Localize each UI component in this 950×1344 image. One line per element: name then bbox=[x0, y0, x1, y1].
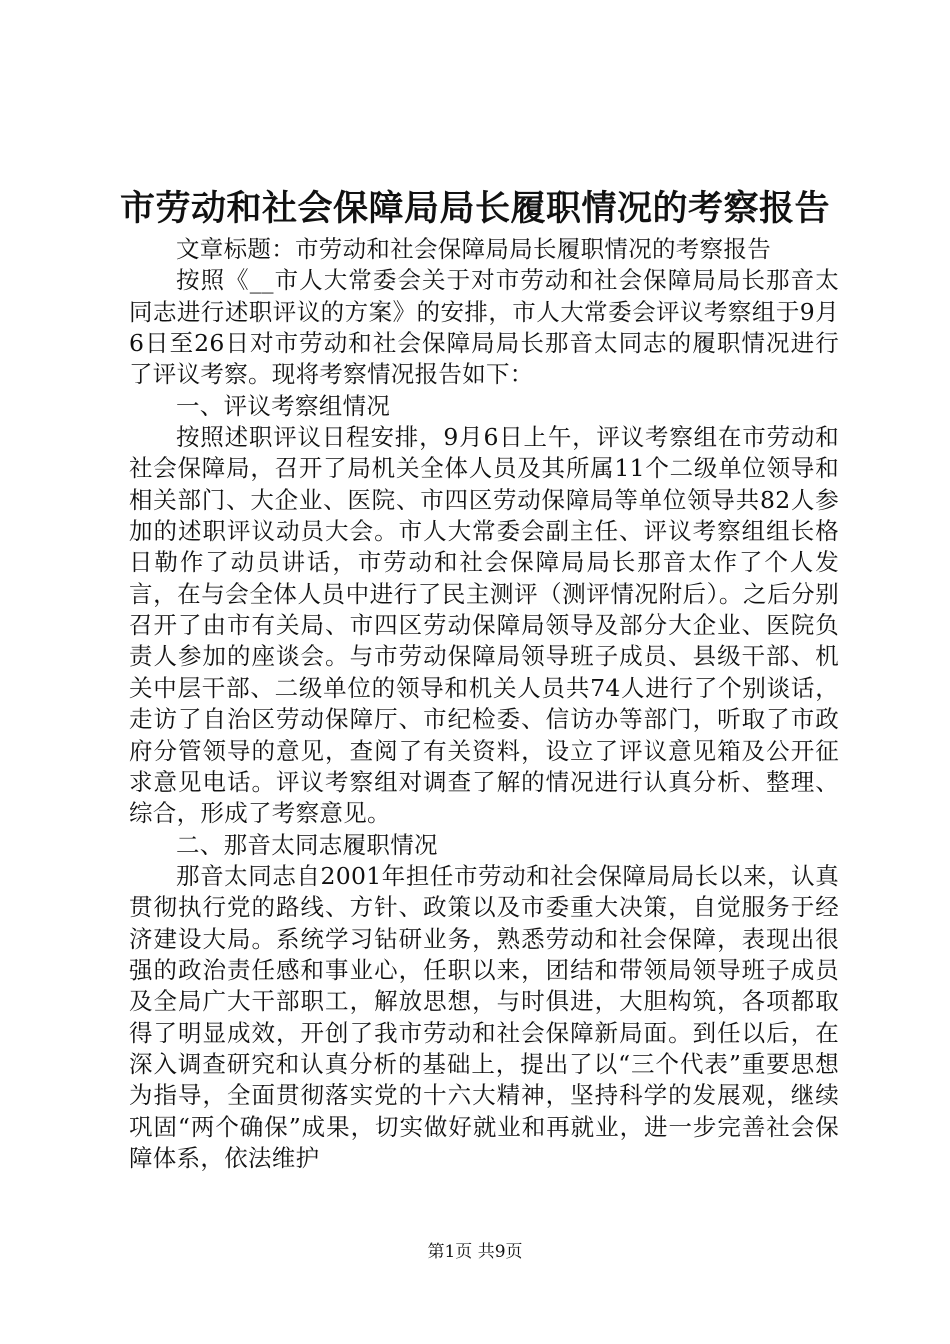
page-number-footer: 第1页 共9页 bbox=[427, 1242, 523, 1262]
section-2-paragraph: 那音太同志自2001年担任市劳动和社会保障局局长以来，认真贯彻执行党的路线、方针、政策以及市委重大决策，自觉服务于经济建设大局。系统学习钻研业务，熟悉劳动和社会保障，表现出很强的政治责任感和事业心，任职以来，团结和带领局领导班子成员及全局广大干部职工，解放思想，与时俱进，大胆构筑，各项都取得了明显成效，开创了我市劳动和社会保障新局面。到任以后，在深入调查研究和认真分析的基础上，提出了以“三个代表”重要思想为指导，全面贯彻落实党的十六大精神，坚持科学的发展观，继续巩固“两个确保”成果，切实做好就业和再就业，进一步完善社会保障体系，依法维护 bbox=[129, 861, 839, 1172]
document-body bbox=[129, 234, 839, 1174]
section-heading-2: 二、那音太同志履职情况 bbox=[176, 830, 438, 859]
section-heading-1: 一、评议考察组情况 bbox=[176, 391, 391, 420]
document-title: 市劳动和社会保障局局长履职情况的考察报告 bbox=[119, 188, 830, 229]
intro-paragraph: 按照《__市人大常委会关于对市劳动和社会保障局局长那音太同志进行述职评议的方案》的安排，市人大常委会评议考察组于9月6日至26日对市劳动和社会保障局局长那音太同志的履职情况进行了评议考察。现将考察情况报告如下： bbox=[129, 266, 839, 389]
article-title-line: 文章标题：市劳动和社会保障局局长履职情况的考察报告 bbox=[176, 235, 771, 263]
section-1-paragraph: 按照述职评议日程安排，9月6日上午，评议考察组在市劳动和社会保障局，召开了局机关全体人员及其所属11个二级单位领导和相关部门、大企业、医院、市四区劳动保障局等单位领导共82人参加的述职评议动员大会。市人大常委会副主任、评议考察组组长格日勒作了动员讲话，市劳动和社会保障局局长那音太作了个人发言，在与会全体人员中进行了民主测评（测评情况附后）。之后分别召开了由市有关局、市四区劳动保障局领导及部分大企业、医院负责人参加的座谈会。与市劳动保障局领导班子成员、县级干部、机关中层干部、二级单位的领导和机关人员共74人进行了个别谈话，走访了自治区劳动保障厅、市纪检委、信访办等部门，听取了市政府分管领导的意见，查阅了有关资料，设立了评议意见箱及公开征求意见电话。评议考察组对调查了解的情况进行认真分析、整理、综合，形成了考察意见。 bbox=[129, 423, 839, 828]
